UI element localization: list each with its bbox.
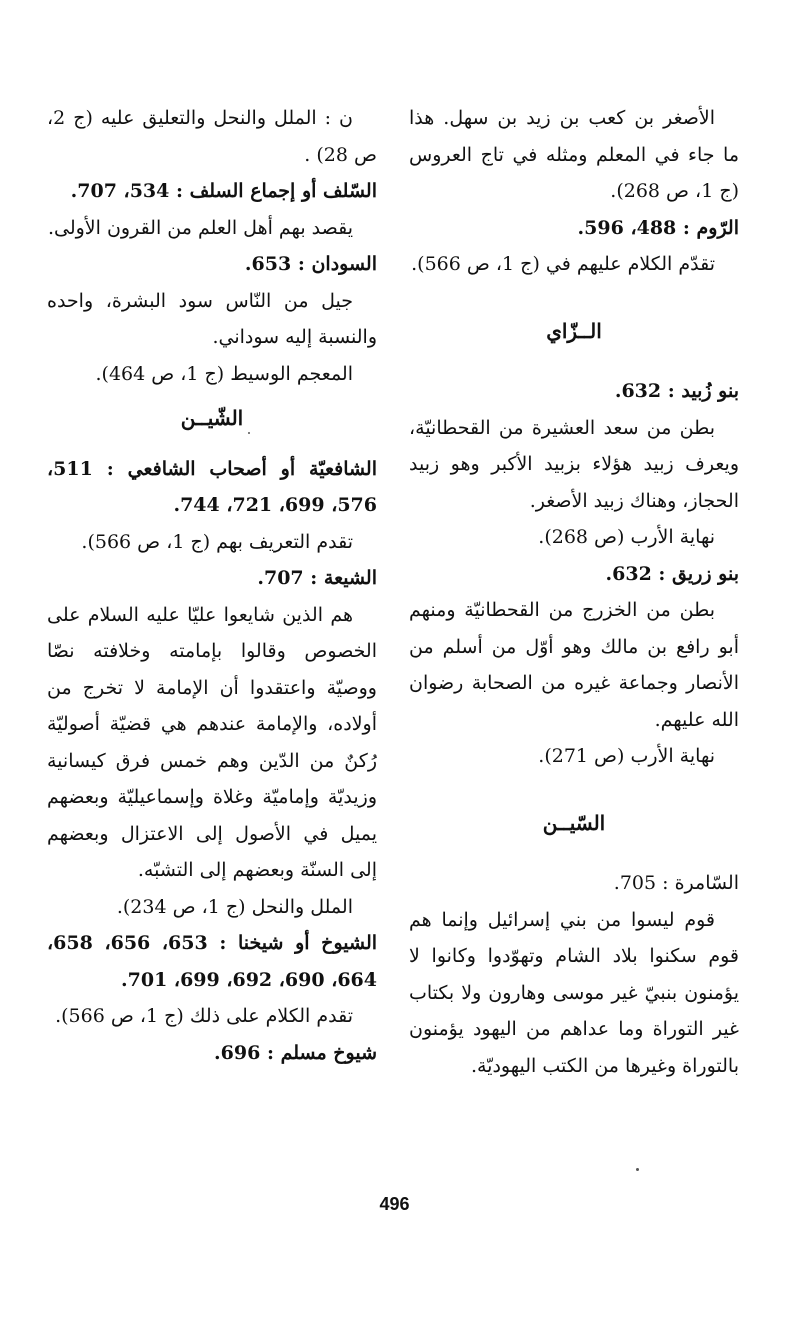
entry-heading: الشيعة : 707. [257, 567, 377, 589]
body-paragraph: ن : الملل والنحل والتعليق عليه (ج 2، ص 28) . [47, 107, 377, 166]
body-paragraph: جيل من النّاس سود البشرة، واحده والنسبة إليه سوداني. [47, 289, 377, 348]
body-paragraph: هم الذين شايعوا عليّا عليه السلام على الخصوص وقالوا بإمامته وخلافته نصّا ووصيّة واعتقدوا أن الإمامة لا تخرج من أولاده، والإمامة عندهم هي قضيّة أصوليّة رُكنٌ من الدّين وهم خمس فرق كيسانية وزيديّة وإماميّة وغلاة وإسماعيليّة وبعضهم يميل في الأصول إلى الاعتزال وبعضهم إلى السنّة وبعضهم إلى التشبّه. [47, 603, 377, 881]
page-number: 496 [379, 1194, 410, 1214]
section-heading: الــزّاي [546, 318, 602, 343]
left-column [47, 100, 377, 1071]
body-paragraph: يقصد بهم أهل العلم من القرون الأولى. [47, 216, 353, 239]
right-column [409, 100, 739, 1084]
body-paragraph: قوم ليسوا من بني إسرائيل وإنما هم قوم سكنوا بلاد الشام وتهوّدوا وكانوا لا يؤمنون بنبيّ غير موسى وهارون ولا بكتاب غير التوراة وما عداهم من اليهود يؤمنون بالتوراة وغيرها من الكتب اليهوديّة. [409, 908, 739, 1077]
citation: تقدم التعريف بهم (ج 1، ص 566). [81, 530, 353, 553]
entry-heading: بنو زريق : 632. [605, 562, 739, 585]
entry-heading: شيوخ مسلم : 696. [214, 1041, 377, 1064]
entry-heading: الشافعيّة أو أصحاب الشافعي : 511، 576، 699، 721، 744. [47, 457, 377, 516]
section-heading: الشّيــن [180, 406, 244, 430]
body-paragraph: تقدّم الكلام عليهم في (ج 1، ص 566). [411, 253, 715, 275]
body-paragraph: تقدم الكلام على ذلك (ج 1، ص 566). [55, 1005, 353, 1027]
entry-heading: السّامرة : 705. [613, 872, 739, 894]
ink-speck [248, 432, 250, 434]
citation: نهاية الأرب (ص 268). [538, 526, 715, 548]
body-paragraph: بطن من الخزرج من القحطانيّة ومنهم أبو رافع بن مالك وهو أوّل من أسلم من الأنصار وجماعة غيره من الصحابة رضوان الله عليهم. [409, 599, 739, 731]
body-paragraph: الأصغر بن كعب بن زيد بن سهل. هذا ما جاء في المعلم ومثله في تاج العروس (ج 1، ص 268). [409, 107, 739, 202]
citation: نهاية الأرب (ص 271). [538, 745, 715, 767]
body-paragraph: بطن من سعد العشيرة من القحطانيّة، ويعرف زبيد هؤلاء بزبيد الأكبر وهو زبيد الحجاز، وهناك زبيد الأصغر. [409, 416, 739, 512]
ink-speck [636, 1168, 639, 1171]
entry-heading: السّلف أو إجماع السلف : 534، 707. [70, 180, 377, 202]
entry-heading: بنو زُبيد : 632. [614, 380, 739, 402]
entry-heading: الشيوخ أو شيخنا : 653، 656، 658، 664، 690، 692، 699، 701. [47, 932, 378, 991]
entry-heading: السودان : 653. [244, 253, 377, 275]
entry-heading: الرّوم : 488، 596. [577, 216, 739, 239]
citation: الملل والنحل (ج 1، ص 234). [116, 895, 353, 918]
citation: المعجم الوسيط (ج 1، ص 464). [95, 362, 353, 385]
section-heading: السّيــن [542, 810, 606, 835]
